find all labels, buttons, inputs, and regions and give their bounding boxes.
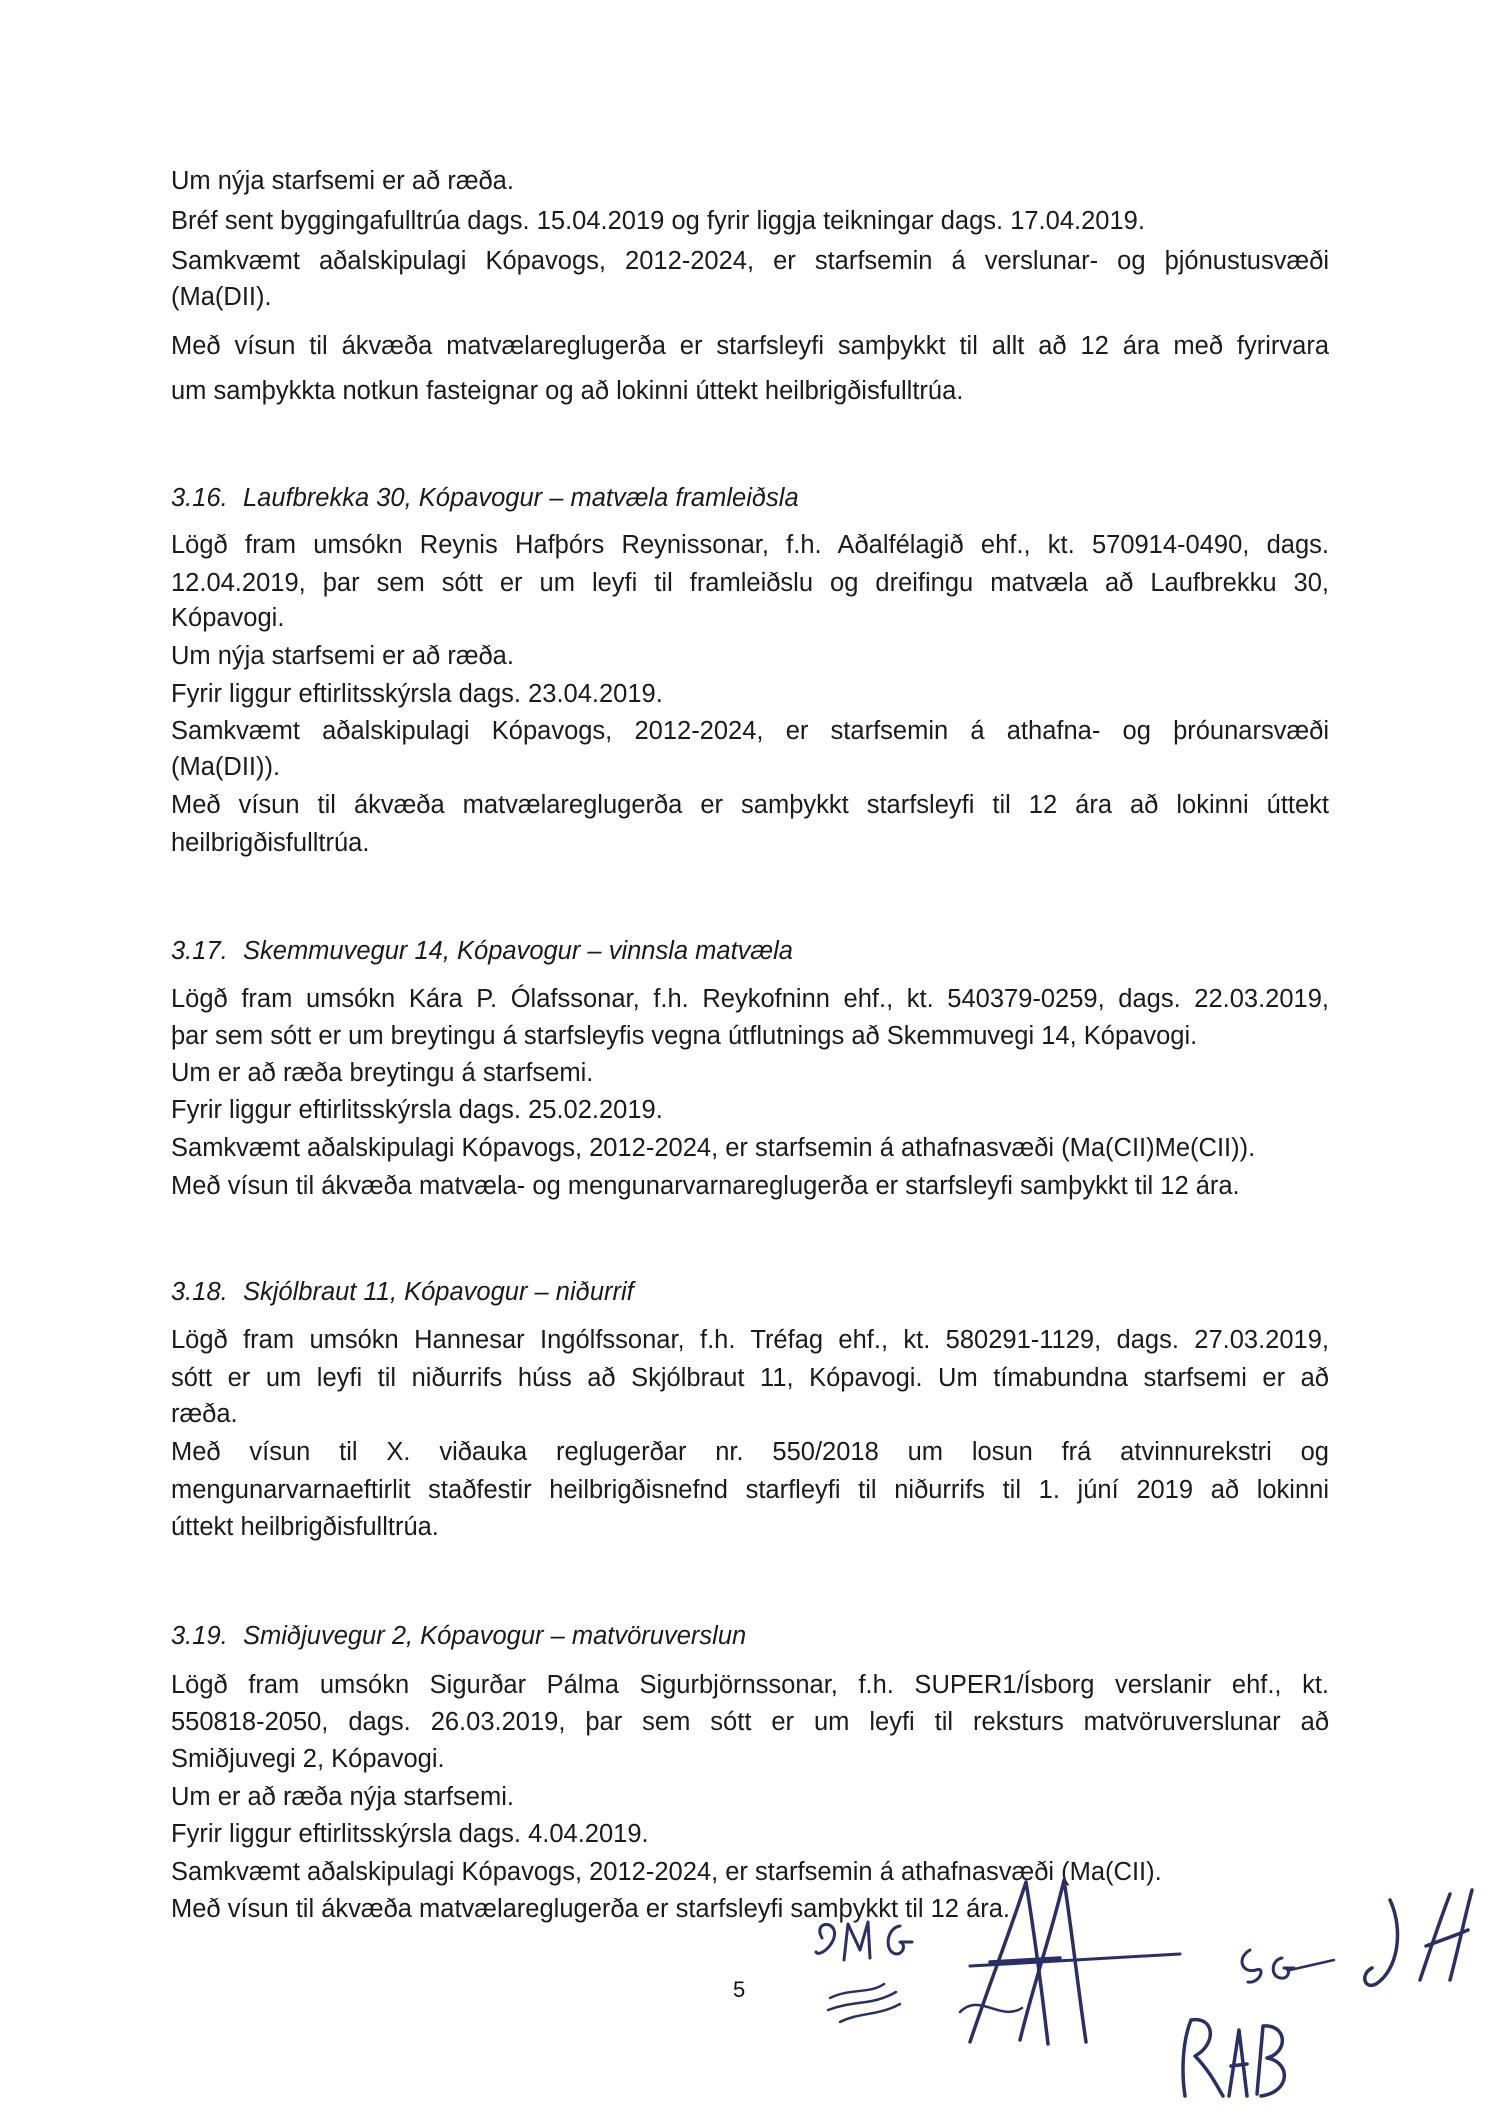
paragraph-line: úttekt heilbrigðisfulltrúa.	[171, 1513, 439, 1541]
signature-sg	[1230, 1930, 1340, 2010]
section-number: 3.18.	[171, 1278, 228, 1306]
paragraph-line: Lögð fram umsókn Hannesar Ingólfssonar, f.h. Tréfag ehf., kt. 580291-1129, dags. 27.03.2019,	[171, 1326, 1329, 1354]
paragraph-line: Bréf sent byggingafulltrúa dags. 15.04.2019 og fyrir liggja teikningar dags. 17.04.2019.	[171, 207, 1145, 235]
paragraph-line: Um er að ræða breytingu á starfsemi.	[171, 1059, 594, 1087]
signature-rhb	[1165, 2000, 1315, 2110]
paragraph-line: Um er að ræða nýja starfsemi.	[171, 1783, 514, 1811]
paragraph-line: Samkvæmt aðalskipulagi Kópavogs, 2012-2024, er starfsemin á athafna- og þróunarsvæði	[171, 717, 1329, 745]
paragraph-line: Með vísun til ákvæða matvælareglugerða er samþykkt starfsleyfi til 12 ára að lokinni úttekt	[171, 791, 1329, 819]
section-number: 3.19.	[171, 1622, 228, 1650]
paragraph-line: Um nýja starfsemi er að ræða.	[171, 642, 514, 670]
paragraph-line: Fyrir liggur eftirlitsskýrsla dags. 23.04.2019.	[171, 680, 663, 708]
section-number: 3.17.	[171, 937, 228, 965]
paragraph-line: Samkvæmt aðalskipulagi Kópavogs, 2012-2024, er starfsemin á verslunar- og þjónustusvæði	[171, 247, 1329, 275]
paragraph-line: 550818-2050, dags. 26.03.2019, þar sem sótt er um leyfi til reksturs matvöruverslunar að	[171, 1708, 1329, 1736]
paragraph-line: sótt er um leyfi til niðurrifs húss að Skjólbraut 11, Kópavogi. Um tímabundna starfsemi er að	[171, 1364, 1329, 1392]
signature-jh	[1350, 1880, 1480, 2010]
paragraph-line: 12.04.2019, þar sem sótt er um leyfi til framleiðslu og dreifingu matvæla að Laufbrekku 30,	[171, 569, 1329, 597]
section-title: Skjólbraut 11, Kópavogur – niðurrif	[243, 1278, 634, 1306]
section-heading	[171, 936, 793, 966]
paragraph-line: Samkvæmt aðalskipulagi Kópavogs, 2012-2024, er starfsemin á athafnasvæði (Ma(CII)Me(CII)).	[171, 1134, 1256, 1162]
paragraph-line: Lögð fram umsókn Sigurðar Pálma Sigurbjörnssonar, f.h. SUPER1/Ísborg verslanir ehf., kt.	[171, 1671, 1329, 1699]
paragraph-line: um samþykkta notkun fasteignar og að lokinni úttekt heilbrigðisfulltrúa.	[171, 377, 964, 405]
paragraph-line: mengunarvarnaeftirlit staðfestir heilbrigðisnefnd starfleyfi til niðurrifs til 1. júní 2019 að lokinni	[171, 1476, 1329, 1504]
paragraph-line: Með vísun til ákvæða matvælareglugerða er starfsleyfi samþykkt til 12 ára.	[171, 1895, 1011, 1923]
paragraph-line: Smiðjuvegi 2, Kópavogi.	[171, 1745, 445, 1773]
paragraph-line: Fyrir liggur eftirlitsskýrsla dags. 25.02.2019.	[171, 1096, 663, 1124]
paragraph-line: Með vísun til ákvæða matvælareglugerða er starfsleyfi samþykkt til allt að 12 ára með fyrirvara	[171, 332, 1329, 360]
paragraph-line: (Ma(DII)).	[171, 753, 281, 781]
page-number: 5	[733, 1977, 746, 2002]
paragraph-line: Lögð fram umsókn Kára P. Ólafssonar, f.h. Reykofninn ehf., kt. 540379-0259, dags. 22.03.2019,	[171, 985, 1329, 1013]
paragraph-line: þar sem sótt er um breytingu á starfsleyfis vegna útflutnings að Skemmuvegi 14, Kópavogi.	[171, 1022, 1198, 1050]
paragraph-line: Samkvæmt aðalskipulagi Kópavogs, 2012-2024, er starfsemin á athafnasvæði (Ma(CII).	[171, 1858, 1162, 1886]
paragraph-line: Fyrir liggur eftirlitsskýrsla dags. 4.04.2019.	[171, 1820, 649, 1848]
paragraph-line: Um nýja starfsemi er að ræða.	[171, 167, 514, 195]
paragraph-line: (Ma(DII).	[171, 283, 272, 311]
section-heading	[171, 1277, 634, 1307]
signature-aa	[930, 1862, 1190, 2062]
section-heading	[171, 483, 799, 513]
paragraph-line: heilbrigðisfulltrúa.	[171, 829, 370, 857]
section-title: Skemmuvegur 14, Kópavogur – vinnsla matvæla	[243, 937, 793, 965]
paragraph-line: Lögð fram umsókn Reynis Hafþórs Reynissonar, f.h. Aðalfélagið ehf., kt. 570914-0490, dags.	[171, 531, 1329, 559]
paragraph-line: Kópavogi.	[171, 604, 285, 632]
paragraph-line: ræða.	[171, 1400, 238, 1428]
section-title: Smiðjuvegur 2, Kópavogur – matvöruverslun	[243, 1622, 747, 1650]
paragraph-line: Með vísun til ákvæða matvæla- og mengunarvarnareglugerða er starfsleyfi samþykkt til 12 ára.	[171, 1172, 1240, 1200]
section-heading	[171, 1621, 746, 1651]
paragraph-line: Með vísun til X. viðauka reglugerðar nr. 550/2018 um losun frá atvinnurekstri og	[171, 1438, 1329, 1466]
section-number: 3.16.	[171, 484, 228, 512]
section-title: Laufbrekka 30, Kópavogur – matvæla framleiðsla	[243, 484, 799, 512]
